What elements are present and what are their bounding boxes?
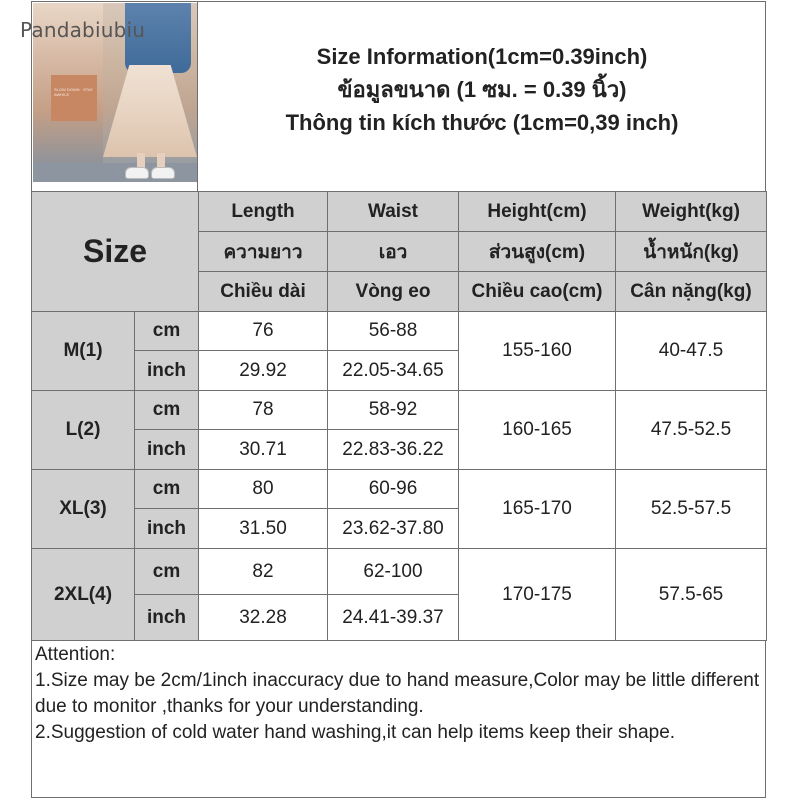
weight-header-en: Weight(kg) [616,192,767,232]
unit-label-cm: cm [135,470,199,509]
size-label: M(1) [32,312,135,391]
attention-notes [35,642,760,746]
size-label: L(2) [32,391,135,470]
waist-cm-value: 62-100 [328,549,459,595]
length-inch-value: 31.50 [199,509,328,549]
weight-header-vi: Cân nặng(kg) [616,272,767,312]
unit-label-inch: inch [135,595,199,641]
length-inch-value: 29.92 [199,351,328,391]
unit-label-inch: inch [135,351,199,391]
table-row [32,391,767,430]
table-row [32,549,767,595]
photo-sign [51,75,97,121]
header-line-english: Size Information(1cm=0.39inch) [316,44,648,69]
waist-cm-value: 56-88 [328,312,459,351]
photo-sign-text: SLOW DOWN · STAY AWHILE [54,87,93,97]
weight-value: 40-47.5 [616,312,767,391]
weight-value: 47.5-52.5 [616,391,767,470]
attention-note-1: 1.Size may be 2cm/1inch inaccuracy due to hand measure,Color may be little different due to monitor ,thanks for your understanding. [35,670,760,717]
waist-inch-value: 24.41-39.37 [328,595,459,641]
waist-cm-value: 60-96 [328,470,459,509]
waist-inch-value: 22.83-36.22 [328,430,459,470]
length-cm-value: 82 [199,549,328,595]
unit-label-cm: cm [135,312,199,351]
waist-header-en: Waist [328,192,459,232]
attention-title: Attention: [35,644,116,665]
photo-shoe [151,167,175,179]
unit-label-cm: cm [135,549,199,595]
waist-header-vi: Vòng eo [328,272,459,312]
size-label: 2XL(4) [32,549,135,641]
waist-cm-value: 58-92 [328,391,459,430]
unit-label-inch: inch [135,430,199,470]
height-value: 165-170 [459,470,616,549]
length-header-vi: Chiều dài [199,272,328,312]
length-header-en: Length [199,192,328,232]
height-header-en: Height(cm) [459,192,616,232]
table-header-row [32,192,767,232]
size-table [31,191,767,641]
attention-note-2: 2.Suggestion of cold water hand washing,it can help items keep their shape. [35,722,676,743]
size-info-header [198,40,766,139]
height-header-vi: Chiều cao(cm) [459,272,616,312]
length-inch-value: 30.71 [199,430,328,470]
height-value: 160-165 [459,391,616,470]
height-value: 155-160 [459,312,616,391]
length-header-th: ความยาว [199,232,328,272]
waist-inch-value: 23.62-37.80 [328,509,459,549]
header-line-vietnamese: Thông tin kích thước (1cm=0,39 inch) [285,110,679,135]
height-header-th: ส่วนสูง(cm) [459,232,616,272]
table-row [32,312,767,351]
photo-skirt [103,65,197,157]
unit-label-inch: inch [135,509,199,549]
length-cm-value: 78 [199,391,328,430]
size-label: XL(3) [32,470,135,549]
watermark: Pandabiubiu [20,18,146,42]
waist-header-th: เอว [328,232,459,272]
height-value: 170-175 [459,549,616,641]
weight-header-th: น้ำหนัก(kg) [616,232,767,272]
size-column-header: Size [32,192,199,312]
waist-inch-value: 22.05-34.65 [328,351,459,391]
table-row [32,470,767,509]
length-cm-value: 80 [199,470,328,509]
weight-value: 52.5-57.5 [616,470,767,549]
length-inch-value: 32.28 [199,595,328,641]
weight-value: 57.5-65 [616,549,767,641]
header-line-thai: ข้อมูลขนาด (1 ซม. = 0.39 นิ้ว) [337,77,627,102]
unit-label-cm: cm [135,391,199,430]
length-cm-value: 76 [199,312,328,351]
photo-shoe [125,167,149,179]
